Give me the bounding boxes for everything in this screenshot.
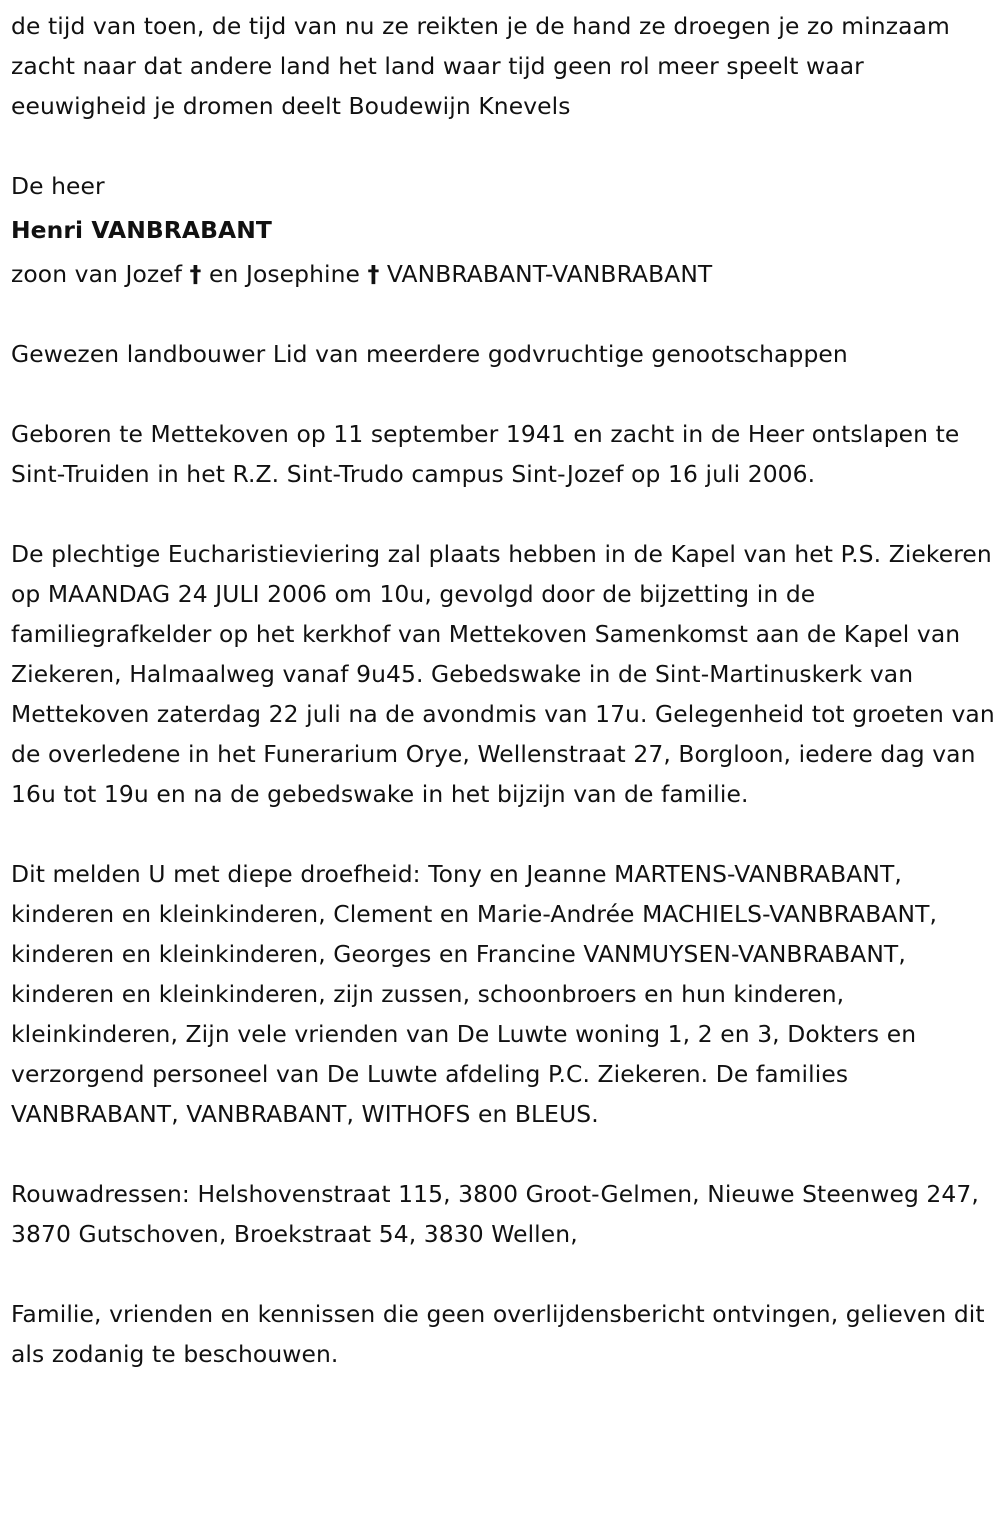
cross-icon: † [367,260,380,288]
cross-icon: † [189,260,202,288]
parents-prefix: zoon van Jozef [11,260,183,288]
occupation-paragraph: Gewezen landbouwer Lid van meerdere godvruchtige genootschappen [11,340,848,368]
ceremony-paragraph: De plechtige Eucharistieviering zal plaats hebben in de Kapel van het P.S. Ziekeren op MAANDAG 24 JULI 2006 om 10u, gevolgd door de bijzetting in de familiegrafkelder op het kerkhof van Mettekoven Samenkomst aan de Kapel van Ziekeren, Halmaalweg vanaf 9u45. Gebedswake in de Sint-Martinuskerk van Mettekoven zaterdag 22 juli na de avondmis van 17u. Gelegenheid tot groeten van de overledene in het Funerarium Orye, Wellenstraat 27, Borgloon, iedere dag van 16u tot 19u en na de gebedswake in het bijzijn van de familie. [11,540,995,808]
poem-paragraph: de tijd van toen, de tijd van nu ze reikten je de hand ze droegen je zo minzaam zacht naar dat andere land het land waar tijd geen rol meer speelt waar eeuwigheid je dromen deelt Boudewijn Knevels [11,12,950,120]
deceased-name: Henri VANBRABANT [11,216,272,244]
addresses-paragraph: Rouwadressen: Helshovenstraat 115, 3800 Groot-Gelmen, Nieuwe Steenweg 247, 3870 Gutschoven, Broekstraat 54, 3830 Wellen, [11,1180,979,1248]
parents-line [11,254,995,294]
parents-surname: VANBRABANT-VANBRABANT [386,260,713,288]
salutation: De heer [11,172,105,200]
parents-middle: en Josephine [209,260,361,288]
announcement-paragraph: Dit melden U met diepe droefheid: Tony en Jeanne MARTENS-VANBRABANT, kinderen en kleinkinderen, Clement en Marie-Andrée MACHIELS-VANBRABANT, kinderen en kleinkinderen, Georges en Francine VANMUYSEN-VANBRABANT, kinderen en kleinkinderen, zijn zussen, schoonbroers en hun kinderen, kleinkinderen, Zijn vele vrienden van De Luwte woning 1, 2 en 3, Dokters en verzorgend personeel van De Luwte afdeling P.C. Ziekeren. De families VANBRABANT, VANBRABANT, WITHOFS en BLEUS. [11,860,938,1128]
birth-death-paragraph: Geboren te Mettekoven op 11 september 1941 en zacht in de Heer ontslapen te Sint-Truiden in het R.Z. Sint-Trudo campus Sint-Jozef op 16 juli 2006. [11,420,960,488]
closing-paragraph: Familie, vrienden en kennissen die geen overlijdensbericht ontvingen, gelieven dit als zodanig te beschouwen. [11,1300,985,1368]
obituary-document [11,6,995,1374]
